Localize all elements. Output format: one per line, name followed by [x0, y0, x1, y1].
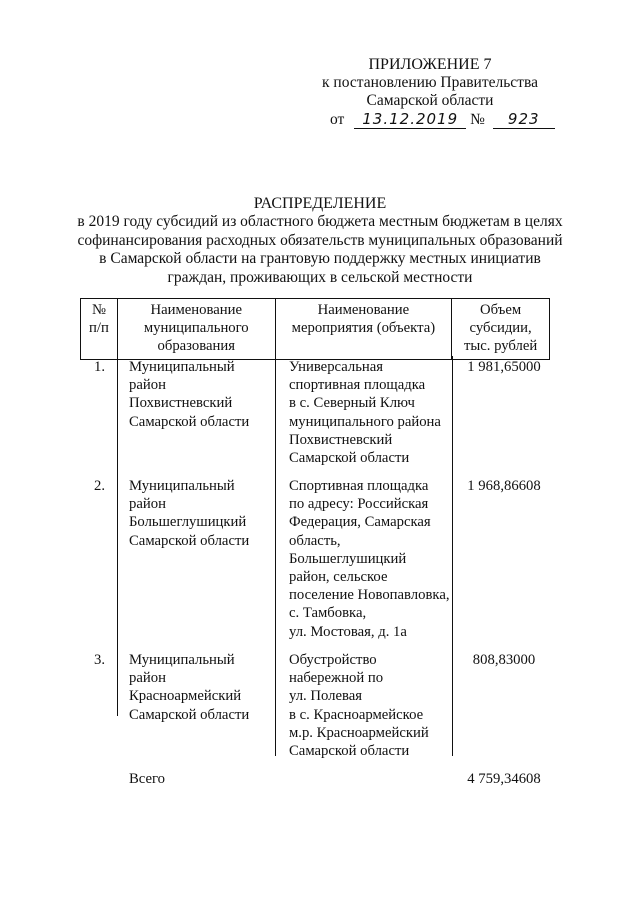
- heading-line-3: в Самарской области на грантовую поддержку местных инициатив: [99, 250, 541, 268]
- row-number: 1.: [93, 359, 105, 375]
- document-heading: [60, 195, 580, 287]
- appendix-title: ПРИЛОЖЕНИЕ 7: [368, 56, 492, 73]
- header-amount: Объем субсидии, тыс. рублей: [452, 299, 550, 359]
- row-municipality: Муниципальный район Большеглушицкий Самарской области: [129, 478, 250, 549]
- table-row: [80, 651, 550, 760]
- heading-title: РАСПРЕДЕЛЕНИЕ: [253, 195, 387, 212]
- total-value: 4 759,34608: [467, 771, 541, 787]
- table-row: [80, 477, 550, 641]
- total-spacer: [80, 770, 117, 788]
- number-prefix: №: [470, 111, 485, 128]
- header-municipality: Наименование муниципального образования: [118, 299, 276, 359]
- row-amount: 1 981,65000: [467, 359, 541, 375]
- row-number: 3.: [93, 652, 105, 668]
- table-header-row: [80, 298, 550, 360]
- heading-line-2: софинансирования расходных обязательств муниципальных образований: [77, 231, 563, 249]
- row-object: Универсальная спортивная площадка в с. Северный Ключ муниципального района Похвистневский Самарской области: [289, 359, 441, 467]
- row-municipality: Муниципальный район Похвистневский Самарской области: [129, 359, 250, 430]
- table-row: [80, 358, 550, 467]
- subsidy-table: [80, 298, 550, 787]
- heading-line-1: в 2019 году субсидий из областного бюджета местным бюджетам в целях: [77, 213, 563, 231]
- row-object: Обустройство набережной по ул. Полевая в с. Красноармейское м.р. Красноармейский Самарской области: [289, 652, 429, 760]
- appendix-block: [310, 56, 550, 110]
- total-label: Всего: [129, 771, 166, 787]
- row-amount: 1 968,86608: [467, 478, 541, 494]
- header-number: № п/п: [81, 299, 118, 359]
- resolution-date-line: [330, 110, 555, 129]
- header-object: Наименование мероприятия (объекта): [276, 299, 453, 359]
- row-number: 2.: [93, 478, 105, 494]
- row-amount: 808,83000: [472, 652, 536, 668]
- handwritten-number: 923: [493, 110, 555, 129]
- row-municipality: Муниципальный район Красноармейский Самарской области: [129, 652, 250, 723]
- total-spacer: [275, 770, 452, 788]
- appendix-line-2: Самарской области: [366, 92, 494, 109]
- handwritten-date: 13.12.2019: [354, 110, 466, 129]
- appendix-line-1: к постановлению Правительства: [322, 74, 538, 91]
- date-prefix: от: [330, 111, 345, 128]
- row-object: Спортивная площадка по адресу: Российская Федерация, Самарская область, Большеглушицкий район, сельское поселение Новопавловка, с. Тамбовка, ул. Мостовая, д. 1а: [289, 478, 450, 640]
- total-row: [80, 770, 550, 788]
- heading-line-4: граждан, проживающих в сельской местности: [167, 268, 473, 286]
